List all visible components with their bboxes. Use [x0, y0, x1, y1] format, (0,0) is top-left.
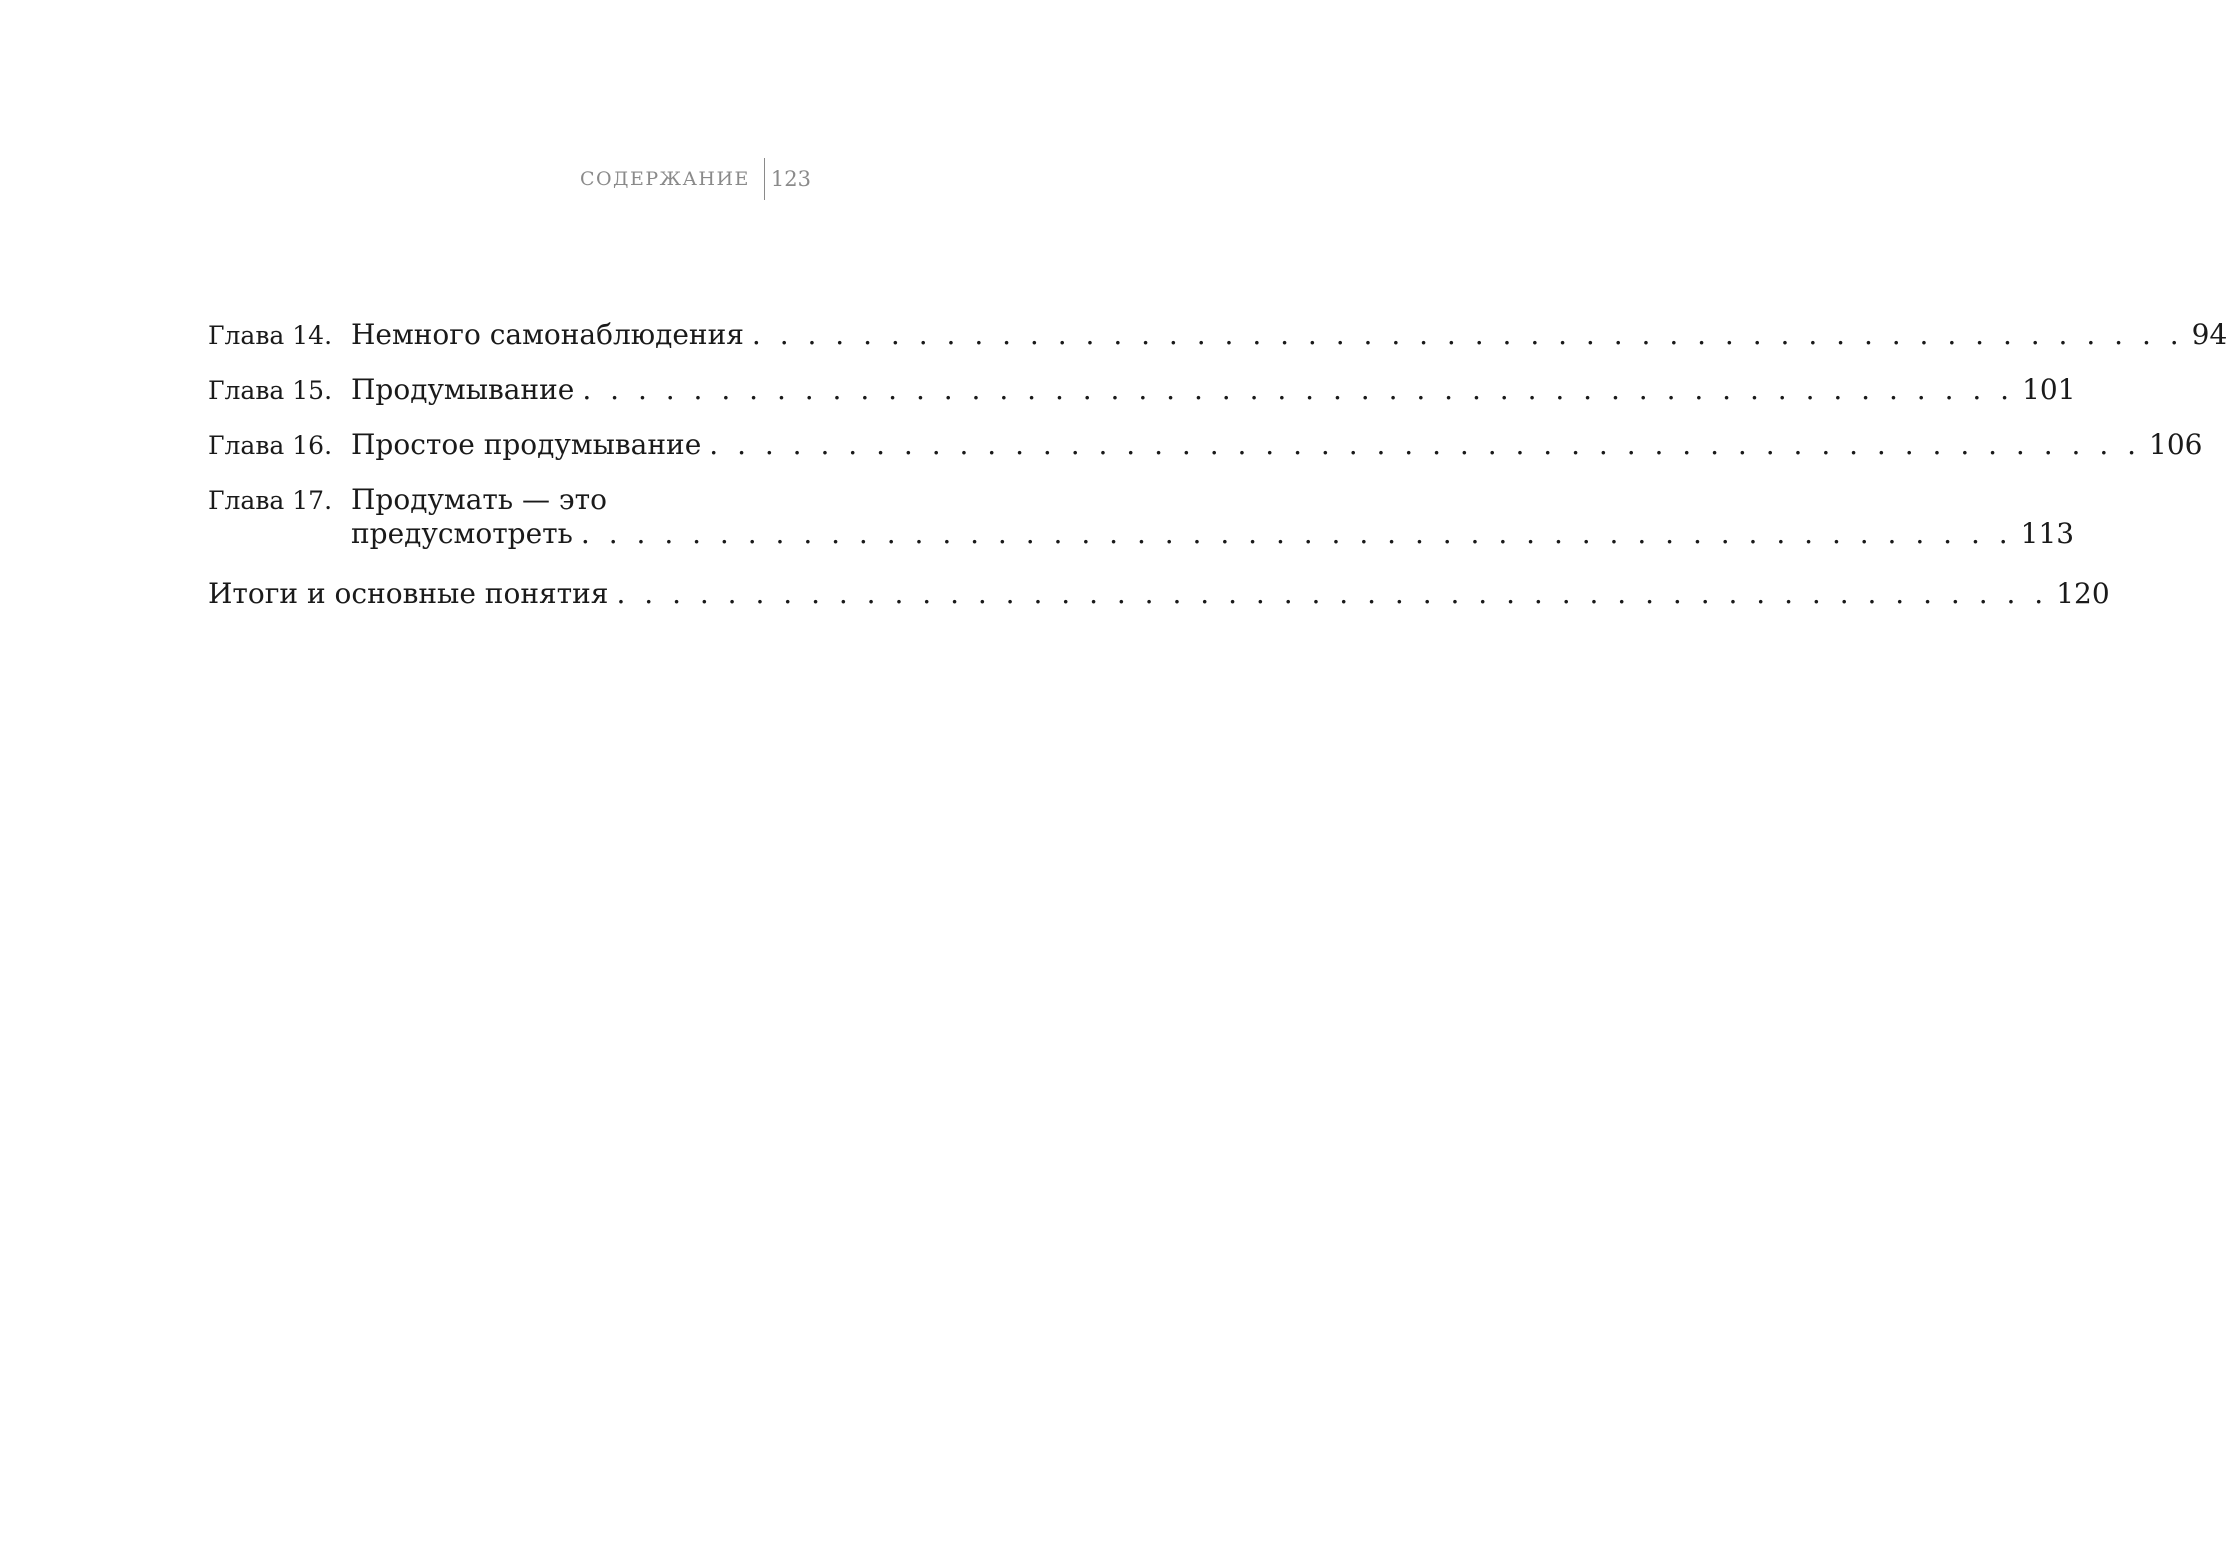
dot-leader: . . . . . . . . . . . . . . . . . . . . . . . . . . . . . . . . . . . . . . . . . . . . . . . . . . . . [582, 373, 2015, 406]
chapter-label: Глава 16. [208, 431, 333, 460]
chapter-title-line-2: предусмотреть [351, 517, 573, 550]
toc-entry-chapter-16 [208, 428, 2203, 463]
chapter-title: Простое продумывание [351, 428, 702, 461]
toc-entry-chapter-14 [208, 318, 2227, 353]
dot-leader: . . . . . . . . . . . . . . . . . . . . . . . . . . . . . . . . . . . . . . . . . . . . . . . . . . . . [580, 517, 2013, 550]
chapter-page: 113 [2020, 517, 2075, 550]
dot-leader: . . . . . . . . . . . . . . . . . . . . . . . . . . . . . . . . . . . . . . . . . . . . . . . . . . . . [616, 577, 2049, 610]
chapter-page: 94 [2191, 318, 2227, 351]
chapter-label: Глава 14. [208, 321, 333, 350]
section-title: СОДЕРЖАНИЕ [579, 168, 750, 190]
chapter-label: Глава 15. [208, 376, 333, 405]
chapter-title-line-1: Продумать — это [351, 483, 607, 516]
chapter-title: Немного самонаблюдения [351, 318, 744, 351]
summary-title: Итоги и основные понятия [208, 577, 609, 610]
page-number: 123 [770, 167, 811, 191]
chapter-page: 106 [2149, 428, 2203, 461]
running-header [580, 158, 811, 200]
table-of-contents [208, 318, 2227, 631]
chapter-page: 101 [2022, 373, 2076, 406]
toc-entry-summary [208, 577, 2110, 611]
toc-entry-chapter-15 [208, 373, 2076, 408]
toc-entry-chapter-17 [208, 483, 2075, 551]
chapter-label: Глава 17. [208, 486, 333, 515]
dot-leader: . . . . . . . . . . . . . . . . . . . . . . . . . . . . . . . . . . . . . . . . . . . . . . . . . . . . [751, 318, 2184, 351]
summary-page: 120 [2056, 577, 2110, 610]
dot-leader: . . . . . . . . . . . . . . . . . . . . . . . . . . . . . . . . . . . . . . . . . . . . . . . . . . . . [709, 428, 2142, 461]
chapter-title: Продумывание [351, 373, 575, 406]
